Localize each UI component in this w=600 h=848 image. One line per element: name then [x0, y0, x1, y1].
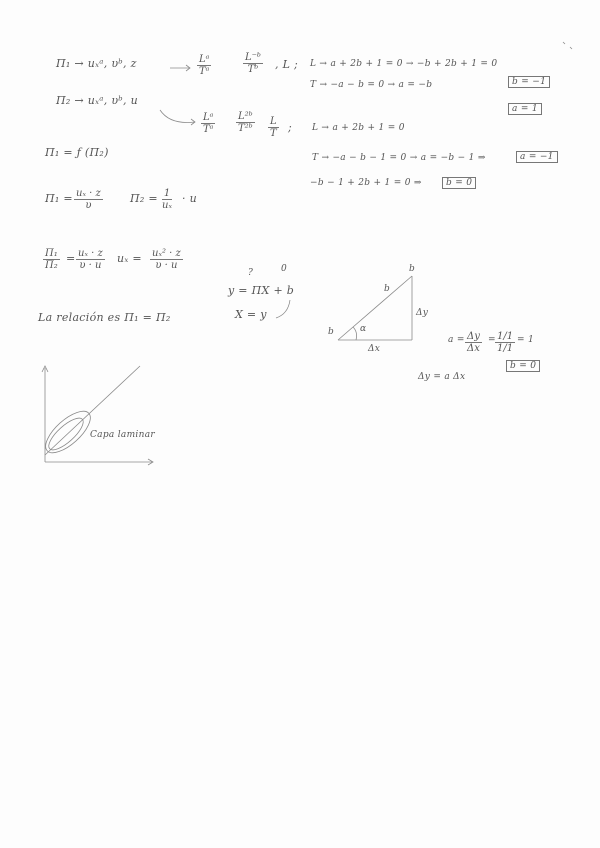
line-eq-mark-b: 0 [281, 264, 288, 274]
eq1-system: L → a + 2b + 1 = 0 → −b + 2b + 1 = 0 [310, 59, 498, 69]
eq4-p2-frac [160, 188, 174, 211]
corner-mark-2 [570, 47, 572, 49]
frac-num: 1/1 [497, 331, 514, 342]
slope-b-result: b = 0 [506, 360, 540, 372]
eq3-function: Π₁ = ƒ (Π₂) [45, 146, 109, 159]
eq2-system: L → a + 2b + 1 = 0 [312, 123, 405, 133]
frac-den: 1/1 [497, 343, 514, 354]
frac-num: Δy [467, 331, 480, 342]
slope-frac-2 [495, 331, 515, 354]
frac-den: uₓ [162, 200, 172, 211]
eq5-dot: uₓ = [117, 252, 142, 265]
frac-num: L²ᵇ [238, 111, 253, 122]
eq1-tail: , L ; [275, 58, 299, 71]
eq1-frac-1 [197, 54, 211, 77]
frac-num: 1 [163, 188, 171, 199]
eq5-equals: = [66, 252, 76, 265]
frac-den: υ [85, 200, 92, 211]
triangle-label-dx: Δx [368, 344, 381, 354]
triangle-label-left: b [328, 327, 335, 337]
frac-den: υ · u [155, 260, 178, 271]
triangle-label-dy: Δy [416, 308, 429, 318]
frac-num: uₓ · z [78, 248, 103, 259]
triangle-label-top: b [409, 264, 416, 274]
frac-den: Tᵃ [203, 124, 214, 135]
line-equation: y = ΠX + b [228, 284, 295, 297]
corner-mark [563, 42, 565, 44]
eq2-frac-3 [268, 116, 279, 139]
frac-num: Π₁ [45, 248, 58, 259]
triangle-label-hyp: b [384, 284, 391, 294]
frac-num: L [270, 116, 277, 127]
slope-result: = 1 [517, 335, 535, 345]
frac-den: Δx [467, 343, 480, 354]
eq4-p1-label: Π₁ = [45, 192, 73, 205]
curved-arrow [160, 110, 195, 123]
eq2-frac-1 [201, 112, 215, 135]
eq5-rhs [150, 248, 183, 271]
eq2-t-line: T → −a − b − 1 = 0 → a = −b − 1 ⇒ [312, 153, 486, 163]
triangle-hyp [338, 276, 412, 340]
eq1-left: Π₁ → uₓᵃ, υᵇ, z [56, 57, 137, 70]
eq2-left: Π₂ → uₓᵃ, υᵇ, u [56, 94, 138, 107]
frac-den: Π₂ [45, 260, 58, 271]
eq1-a-result: a = 1 [508, 103, 542, 115]
angle-arc [353, 327, 357, 340]
frac-den: T [270, 128, 277, 139]
graph-diagonal [45, 366, 140, 455]
slope-a-label: a = [448, 335, 465, 345]
frac-num: uₓ · z [76, 188, 101, 199]
eq1-b-result: b = −1 [508, 76, 550, 88]
frac-num: uₓ² · z [152, 248, 181, 259]
frac-den: T²ᵇ [238, 123, 253, 134]
frac-num: Lᵃ [199, 54, 210, 65]
eq2-b-result: b = 0 [442, 177, 476, 189]
slope-eq: = [488, 335, 496, 345]
eq5-mid [76, 248, 105, 271]
eq1-frac-2 [243, 52, 263, 75]
boundary-ellipse [39, 404, 97, 459]
eq1-t-line: T → −a − b = 0 → a = −b [310, 80, 433, 90]
x-equals-y: X = y [235, 308, 267, 321]
frac-num: L⁻ᵇ [245, 52, 261, 63]
eq4-p1-frac [74, 188, 103, 211]
eq2-b-line: −b − 1 + 2b + 1 = 0 ⇒ [310, 178, 422, 188]
slope-dy-eq: Δy = a Δx [418, 372, 466, 382]
eq5-lhs [43, 248, 60, 271]
graph-label: Capa laminar [90, 430, 155, 440]
eq2-frac-2 [236, 111, 255, 134]
eq2-a-result: a = −1 [516, 151, 558, 163]
frac-den: Tᵃ [199, 66, 210, 77]
line-eq-mark-a: ? [248, 268, 254, 278]
eq2-tail: ; [288, 121, 293, 134]
relation-statement: La relación es Π₁ = Π₂ [38, 311, 171, 324]
small-arrow [276, 300, 290, 318]
eq4-p2-tail: · u [182, 192, 197, 205]
eq4-p2-label: Π₂ = [130, 192, 158, 205]
triangle-label-alpha: α [360, 324, 367, 334]
frac-den: Tᵇ [247, 64, 259, 75]
slope-frac-1 [465, 331, 482, 354]
frac-den: υ · u [79, 260, 102, 271]
frac-num: Lᵃ [203, 112, 214, 123]
